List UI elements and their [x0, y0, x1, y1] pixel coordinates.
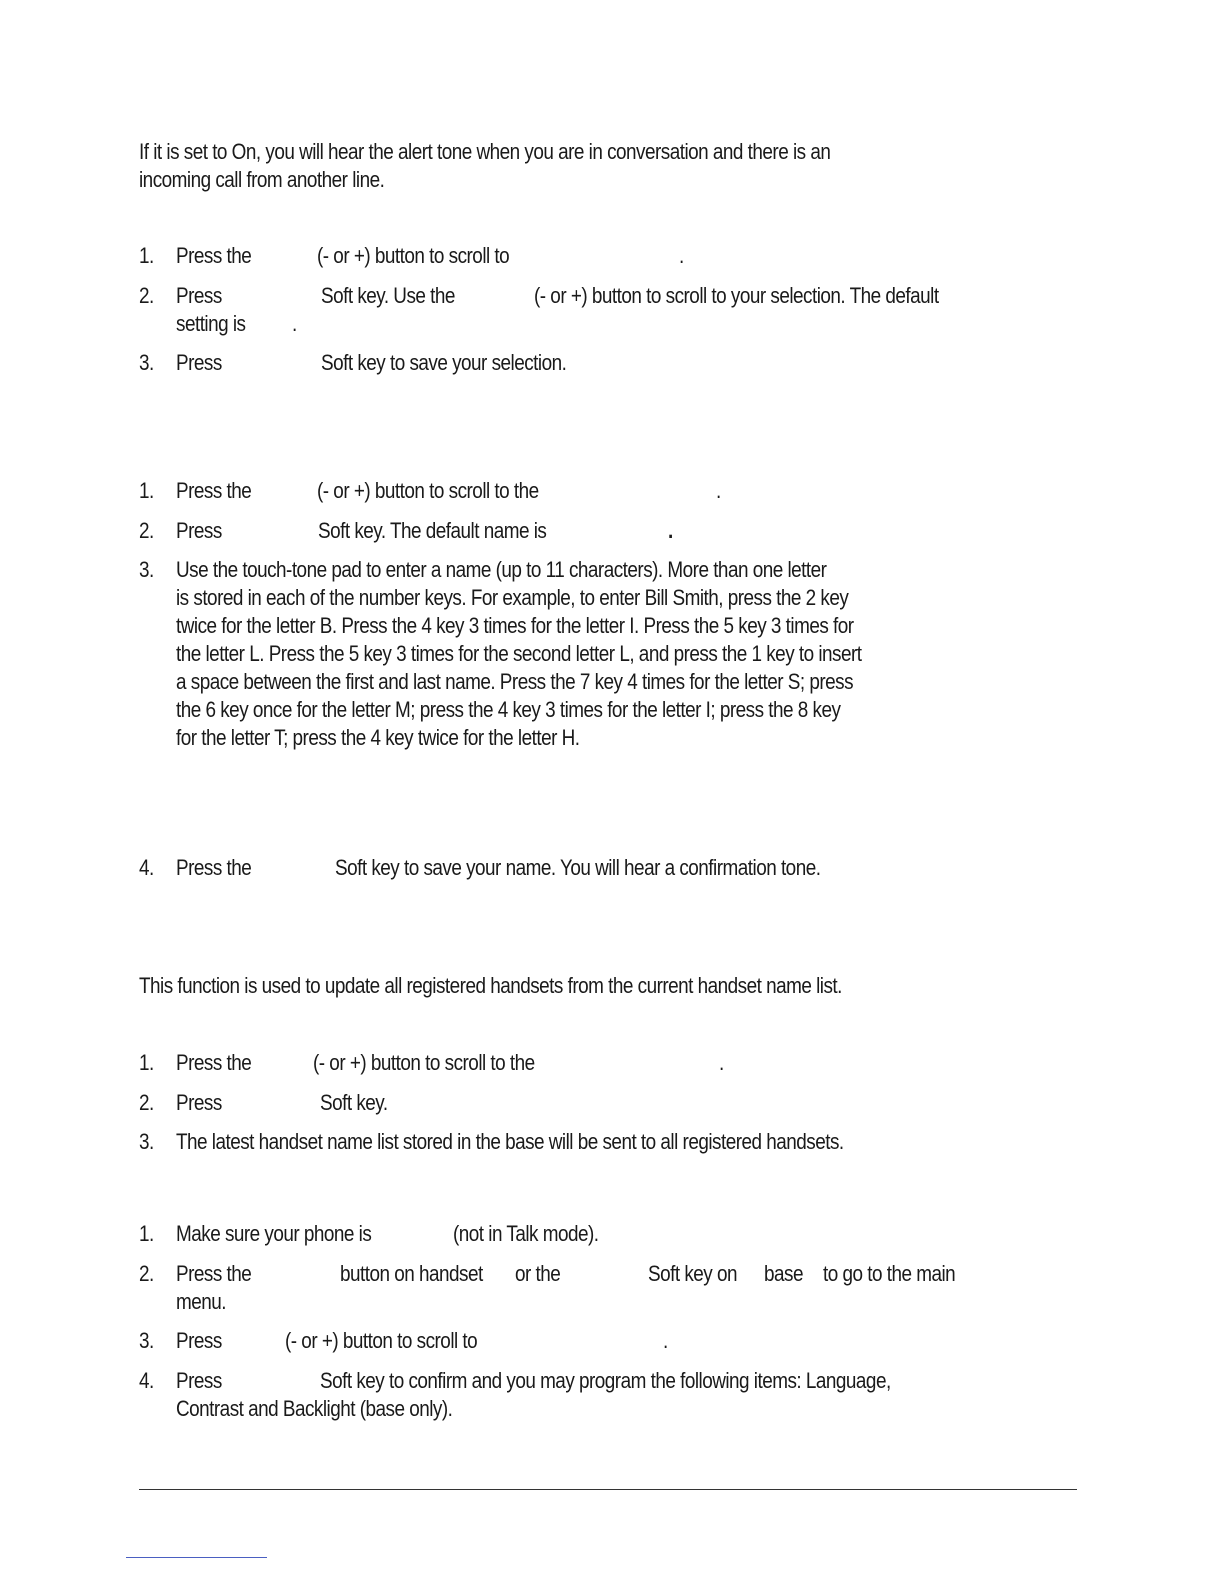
step-number: 3. [139, 1328, 154, 1353]
step-text: . [716, 478, 721, 503]
step-text [176, 556, 862, 752]
step-text: Soft key on [648, 1261, 737, 1286]
step-number: 1. [139, 1221, 154, 1246]
step-text: or the [515, 1261, 561, 1286]
step-number: 2. [139, 1261, 154, 1286]
step-text: to go to the main [823, 1261, 956, 1286]
step-number: 1. [139, 243, 154, 268]
step-text: . [663, 1328, 668, 1353]
step-line: the letter L. Press the 5 key 3 times for the second letter L, and press the 1 key to insert [176, 641, 862, 666]
footer-link-underline[interactable] [126, 1557, 267, 1558]
update-names-intro: This function is used to update all registered handsets from the current handset name list. [139, 973, 842, 998]
step-text: . [668, 518, 673, 543]
step-line: is stored in each of the number keys. For example, to enter Bill Smith, press the 2 key [176, 585, 849, 610]
step-text: Press [176, 1328, 222, 1353]
step-text: Press the [176, 1050, 252, 1075]
manual-page: If it is set to On, you will hear the alert tone when you are in conversation and there is an incoming call from another line. 1. Press the (- or +) button to scroll to . 2. Press Soft key. Use the (- or +) button to scroll to your selection. The default setting is . 3. Press Soft key to save your selection. 1. Press the (- or +) button to scroll to the . 2. Press Soft key. The default name is . 3. Use the touch-tone pad to enter a name (up to 11 characters). More than one letter is stored in each of the number keys. For example, to enter Bill Smith, press the 2 key twice for the letter B. Press the 4 key 3 times for the letter I. Press the 5 key 3 times for the letter L. Press the 5 key 3 times for the second letter L, and press the 1 key to insert a space between the first and last name. Press the 7 key 4 times for the letter S; press the 6 key once for the letter M; press the 4 key 3 times for the letter I; press the 8 key for the letter T; press the 4 key twice for the letter H. 4. Press the Soft key to save your name. You will hear a confirmation tone. This function is used to update all registered handsets from the current handset name list. 1. Press the (- or +) button to scroll to the . 2. Press Soft key. 3. The latest handset name list stored in the base will be sent to all registered handsets. 1. Make sure your phone is (not in Talk mode). 2. Press the button on handset or the Soft key on base to go to the main menu. 3. Press (- or +) button to scroll to . 4. Press Soft key to confirm and you may program the following items: Language, Contrast and Backlight (base only). [0, 0, 1224, 1584]
step-line: twice for the letter B. Press the 4 key 3 times for the letter I. Press the 5 key 3 times for [176, 613, 854, 638]
step-text: Soft key. Use the [321, 283, 455, 308]
step-text: . [679, 243, 684, 268]
step-number: 3. [139, 1129, 154, 1154]
step-text: (- or +) button to scroll to [285, 1328, 478, 1353]
step-text: (- or +) button to scroll to [317, 243, 510, 268]
step-line: for the letter T; press the 4 key twice for the letter H. [176, 725, 580, 750]
step-text: Soft key to save your selection. [321, 350, 567, 375]
step-text: . [292, 311, 297, 336]
step-number: 4. [139, 855, 154, 880]
step-line: a space between the first and last name. Press the 7 key 4 times for the letter S; press [176, 669, 854, 694]
step-number: 1. [139, 478, 154, 503]
intro-line: incoming call from another line. [139, 167, 385, 192]
step-text: Press the [176, 855, 252, 880]
step-text: Press [176, 518, 222, 543]
step-text: Press the [176, 478, 252, 503]
step-text: Press [176, 1368, 222, 1393]
step-text: Soft key. The default name is [318, 518, 547, 543]
step-text: setting is [176, 311, 246, 336]
step-text: . [719, 1050, 724, 1075]
step-line: Use the touch-tone pad to enter a name (up to 11 characters). More than one letter [176, 557, 827, 582]
step-text: Soft key. [320, 1090, 388, 1115]
step-number: 2. [139, 518, 154, 543]
step-text: base [764, 1261, 803, 1286]
step-text: (not in Talk mode). [453, 1221, 599, 1246]
step-text: button on handset [340, 1261, 483, 1286]
footer-divider [139, 1489, 1077, 1490]
step-text: menu. [176, 1289, 227, 1314]
step-number: 3. [139, 557, 154, 582]
step-text: (- or +) button to scroll to the [313, 1050, 535, 1075]
step-text: Press [176, 350, 222, 375]
step-text: Soft key to save your name. You will hear a confirmation tone. [335, 855, 821, 880]
step-number: 2. [139, 1090, 154, 1115]
step-text: Press [176, 1090, 222, 1115]
intro-line: If it is set to On, you will hear the alert tone when you are in conversation and there is an [139, 139, 831, 164]
call-waiting-intro [139, 138, 913, 194]
step-text: Make sure your phone is [176, 1221, 372, 1246]
step-text: Press the [176, 1261, 252, 1286]
step-text: The latest handset name list stored in the base will be sent to all registered handsets. [176, 1129, 844, 1154]
step-number: 2. [139, 283, 154, 308]
step-text: (- or +) button to scroll to your selection. The default [534, 283, 939, 308]
step-number: 1. [139, 1050, 154, 1075]
step-text: Contrast and Backlight (base only). [176, 1396, 453, 1421]
step-text: Press [176, 283, 222, 308]
step-line: the 6 key once for the letter M; press the 4 key 3 times for the letter I; press the 8 key [176, 697, 841, 722]
step-text: Soft key to confirm and you may program the following items: Language, [320, 1368, 891, 1393]
step-number: 4. [139, 1368, 154, 1393]
step-number: 3. [139, 350, 154, 375]
step-text: (- or +) button to scroll to the [317, 478, 539, 503]
